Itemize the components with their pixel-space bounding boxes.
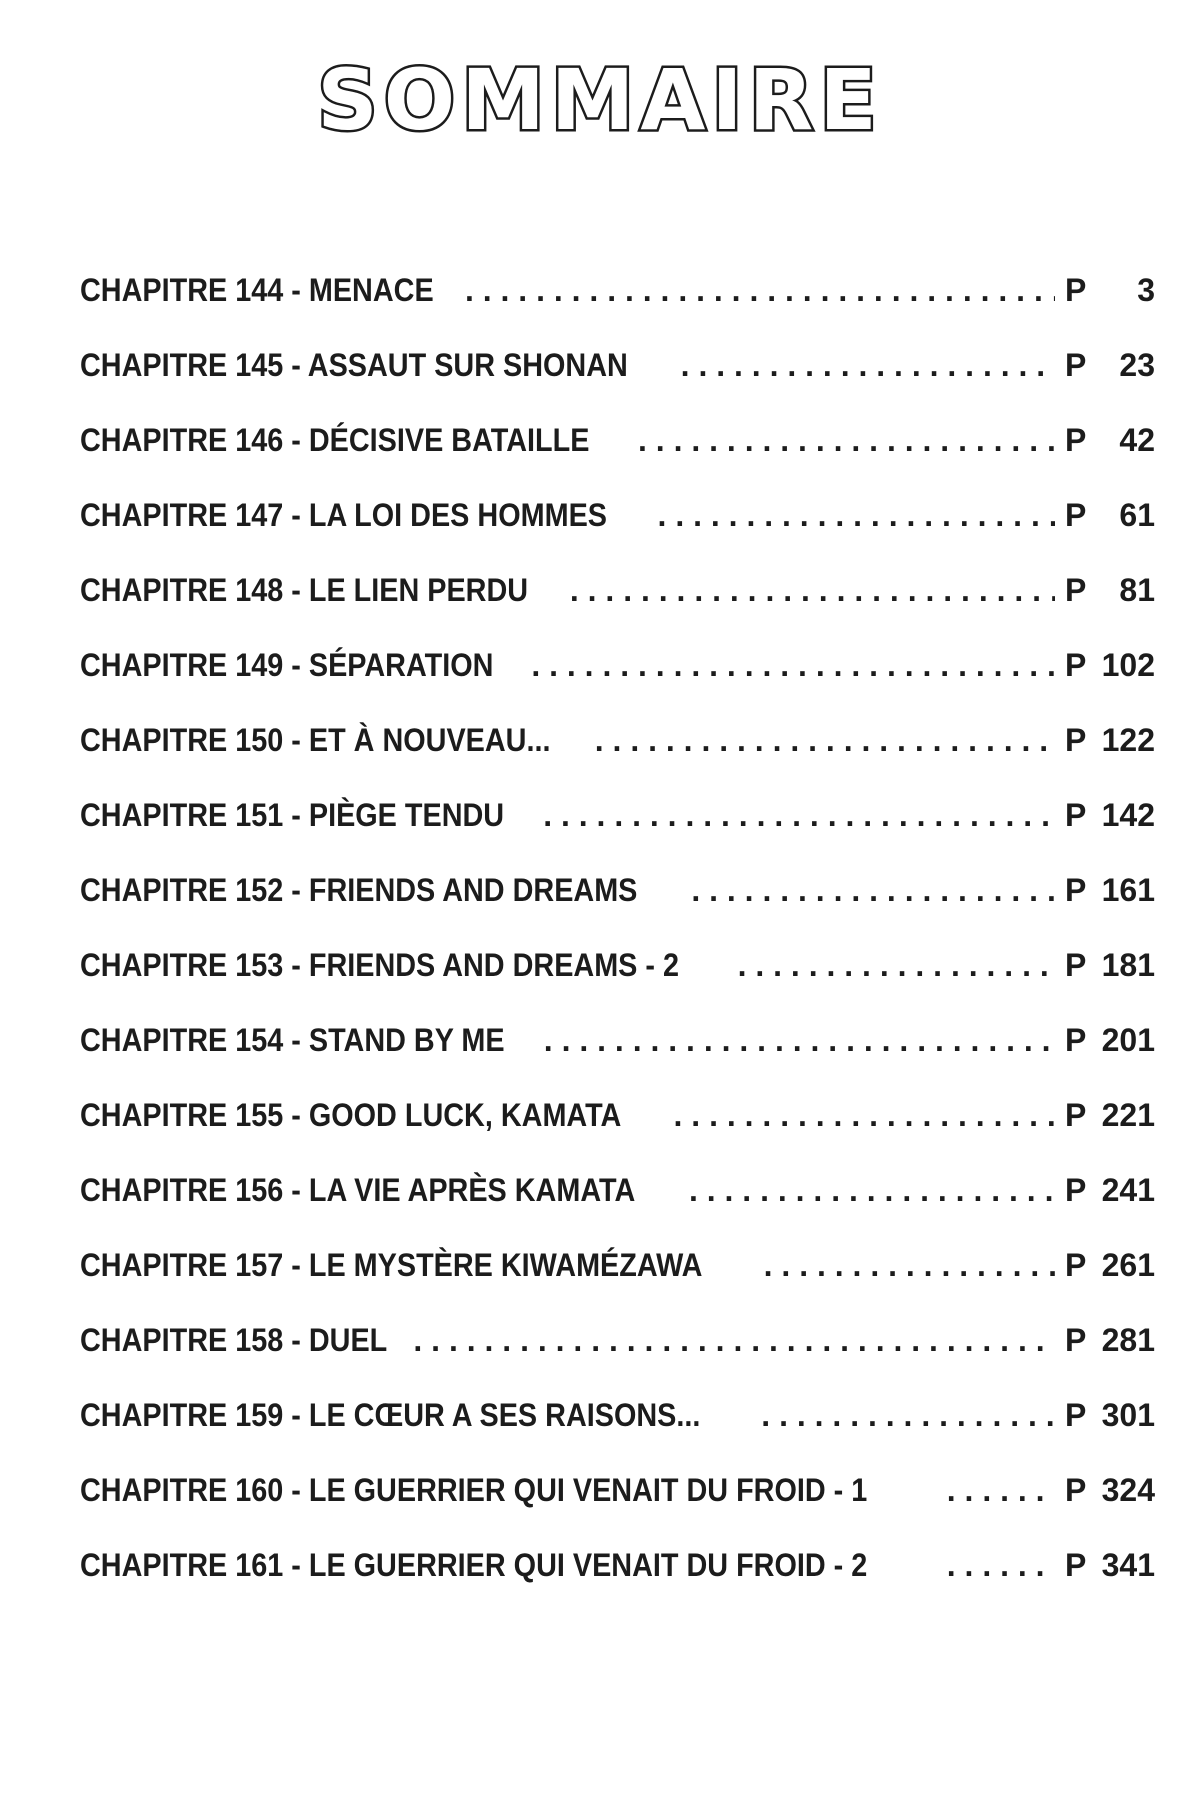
toc-list — [80, 272, 1155, 1622]
page-prefix: P — [1065, 572, 1087, 608]
toc-entry[interactable] — [80, 872, 1155, 947]
page-prefix: P — [1065, 272, 1087, 308]
chapter-label: CHAPITRE 160 - LE GUERRIER QUI VENAIT DU FROID - 1 — [80, 1472, 868, 1508]
toc-entry[interactable] — [80, 1322, 1155, 1397]
dot-leader — [738, 947, 1055, 984]
page-prefix: P — [1065, 422, 1087, 458]
chapter-label: CHAPITRE 158 - DUEL — [80, 1322, 388, 1358]
page-prefix: P — [1065, 947, 1087, 983]
dot-leader — [674, 1097, 1056, 1134]
toc-entry[interactable] — [80, 1172, 1155, 1247]
page-prefix: P — [1065, 1022, 1087, 1058]
toc-entry[interactable] — [80, 647, 1155, 722]
chapter-label: CHAPITRE 153 - FRIENDS AND DREAMS - 2 — [80, 947, 680, 983]
page-title: SOMMAIRE — [317, 51, 883, 149]
dot-leader — [638, 422, 1055, 459]
chapter-label: CHAPITRE 161 - LE GUERRIER QUI VENAIT DU FROID - 2 — [80, 1547, 868, 1583]
toc-entry[interactable] — [80, 797, 1155, 872]
chapter-label: CHAPITRE 155 - GOOD LUCK, KAMATA — [80, 1097, 622, 1133]
page-number: 341 — [1101, 1547, 1155, 1583]
dot-leader — [681, 347, 1055, 384]
page-number: 122 — [1101, 722, 1155, 758]
page-number: 142 — [1101, 797, 1155, 833]
page-number: 61 — [1119, 497, 1155, 533]
chapter-label: CHAPITRE 152 - FRIENDS AND DREAMS — [80, 872, 638, 908]
toc-entry[interactable] — [80, 722, 1155, 797]
page-number: 301 — [1101, 1397, 1155, 1433]
page-number: 261 — [1101, 1247, 1155, 1283]
page-prefix: P — [1065, 1472, 1087, 1508]
page-prefix: P — [1065, 1322, 1087, 1358]
chapter-label: CHAPITRE 149 - SÉPARATION — [80, 647, 494, 683]
page-number: 42 — [1119, 422, 1155, 458]
chapter-label: CHAPITRE 146 - DÉCISIVE BATAILLE — [80, 422, 590, 458]
toc-entry[interactable] — [80, 1247, 1155, 1322]
dot-leader — [465, 272, 1055, 309]
chapter-label: CHAPITRE 154 - STAND BY ME — [80, 1022, 505, 1058]
toc-entry[interactable] — [80, 347, 1155, 422]
dot-leader — [761, 1397, 1055, 1434]
page-number: 81 — [1119, 572, 1155, 608]
chapter-label: CHAPITRE 148 - LE LIEN PERDU — [80, 572, 529, 608]
page-prefix: P — [1065, 872, 1087, 908]
page-number: 221 — [1101, 1097, 1155, 1133]
dot-leader — [544, 1022, 1055, 1059]
dot-leader — [543, 797, 1055, 834]
page-number: 324 — [1101, 1472, 1155, 1508]
chapter-label: CHAPITRE 150 - ET À NOUVEAU... — [80, 722, 551, 758]
page-prefix: P — [1065, 1097, 1087, 1133]
toc-entry[interactable] — [80, 947, 1155, 1022]
page-prefix: P — [1065, 347, 1087, 383]
page-prefix: P — [1065, 1247, 1087, 1283]
page-number: 23 — [1119, 347, 1155, 383]
dot-leader — [947, 1547, 1055, 1584]
chapter-label: CHAPITRE 147 - LA LOI DES HOMMES — [80, 497, 607, 533]
page-prefix: P — [1065, 1172, 1087, 1208]
page-number: 3 — [1137, 272, 1155, 308]
toc-entry[interactable] — [80, 272, 1155, 347]
chapter-label: CHAPITRE 159 - LE CŒUR A SES RAISONS... — [80, 1397, 701, 1433]
page-number: 281 — [1101, 1322, 1155, 1358]
dot-leader — [764, 1247, 1055, 1284]
page-number: 161 — [1101, 872, 1155, 908]
dot-leader — [413, 1322, 1055, 1359]
page-prefix: P — [1065, 722, 1087, 758]
page-prefix: P — [1065, 497, 1087, 533]
toc-entry[interactable] — [80, 1547, 1155, 1622]
dot-leader — [947, 1472, 1055, 1509]
dot-leader — [570, 572, 1055, 609]
chapter-label: CHAPITRE 144 - MENACE — [80, 272, 434, 308]
page-prefix: P — [1065, 1397, 1087, 1433]
dot-leader — [691, 872, 1055, 909]
dot-leader — [658, 497, 1055, 534]
toc-entry[interactable] — [80, 1472, 1155, 1547]
chapter-label: CHAPITRE 151 - PIÈGE TENDU — [80, 797, 505, 833]
page-number: 241 — [1101, 1172, 1155, 1208]
chapter-label: CHAPITRE 157 - LE MYSTÈRE KIWAMÉZAWA — [80, 1247, 703, 1283]
page-number: 201 — [1101, 1022, 1155, 1058]
chapter-label: CHAPITRE 156 - LA VIE APRÈS KAMATA — [80, 1172, 636, 1208]
page-prefix: P — [1065, 647, 1087, 683]
page-prefix: P — [1065, 1547, 1087, 1583]
dot-leader — [689, 1172, 1055, 1209]
page-prefix: P — [1065, 797, 1087, 833]
toc-entry[interactable] — [80, 572, 1155, 647]
toc-entry[interactable] — [80, 1022, 1155, 1097]
toc-entry[interactable] — [80, 1397, 1155, 1472]
toc-entry[interactable] — [80, 497, 1155, 572]
toc-entry[interactable] — [80, 422, 1155, 497]
chapter-label: CHAPITRE 145 - ASSAUT SUR SHONAN — [80, 347, 628, 383]
toc-entry[interactable] — [80, 1097, 1155, 1172]
dot-leader — [595, 722, 1055, 759]
page-number: 181 — [1101, 947, 1155, 983]
dot-leader — [531, 647, 1055, 684]
page-number: 102 — [1101, 647, 1155, 683]
